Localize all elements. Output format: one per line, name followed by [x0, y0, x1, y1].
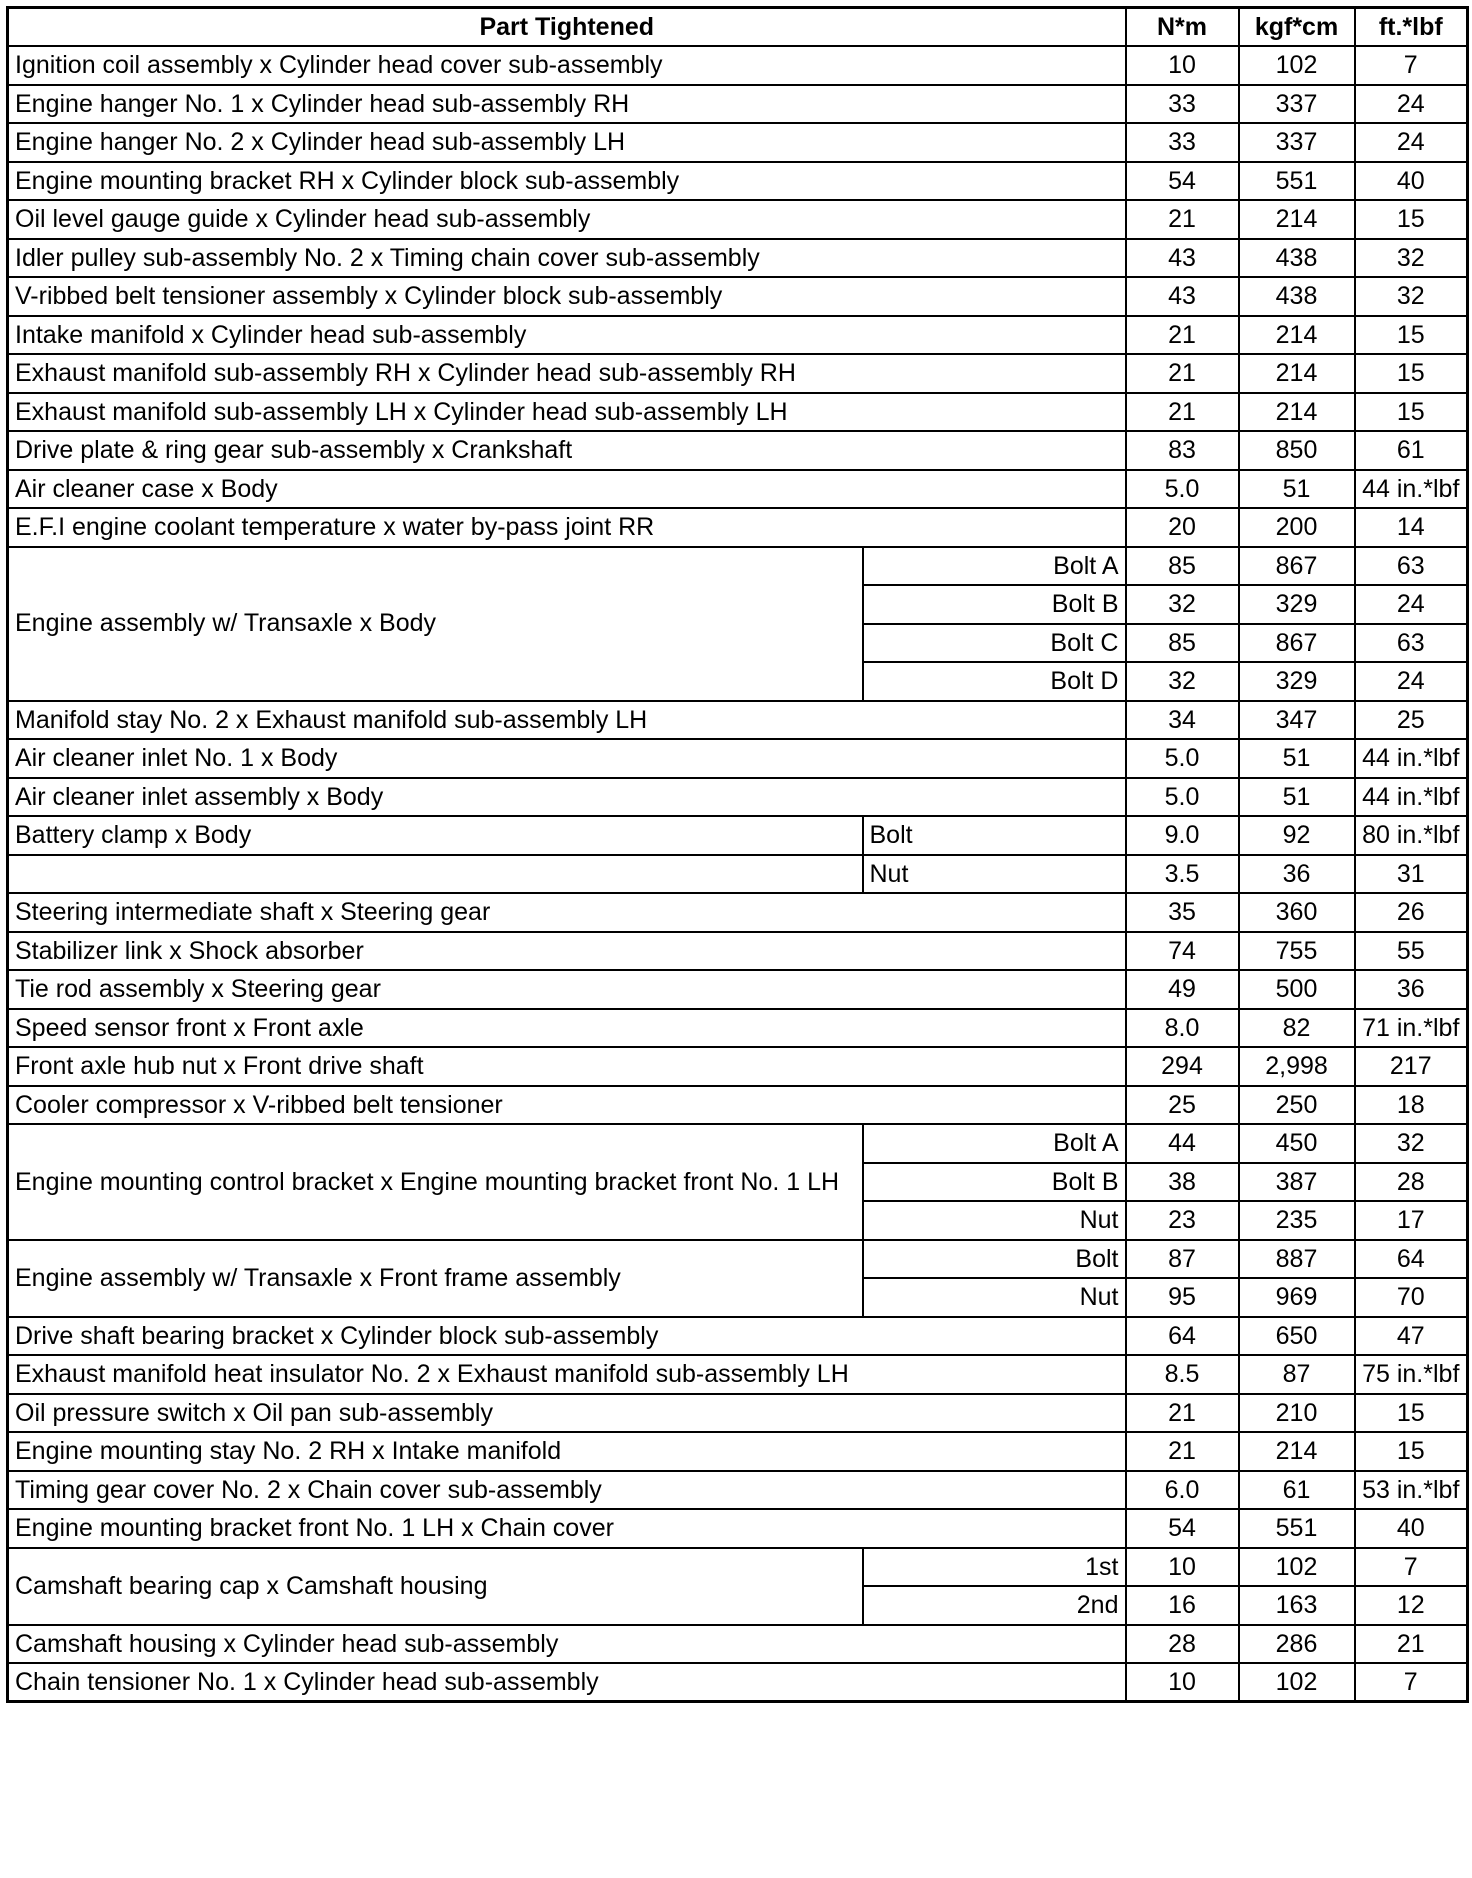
- part-tightened-cell: Oil pressure switch x Oil pan sub-assembly: [8, 1394, 1126, 1433]
- header-part-tightened: Part Tightened: [8, 8, 1126, 47]
- torque-ftlbf-cell: 75 in.*lbf: [1355, 1355, 1468, 1394]
- table-row: [8, 393, 1468, 432]
- header-row: [8, 8, 1468, 47]
- part-tightened-cell: Manifold stay No. 2 x Exhaust manifold sub-assembly LH: [8, 701, 1126, 740]
- part-tightened-cell: Camshaft housing x Cylinder head sub-assembly: [8, 1625, 1126, 1664]
- torque-kgfcm-cell: 500: [1239, 970, 1355, 1009]
- torque-kgfcm-cell: 210: [1239, 1394, 1355, 1433]
- torque-nm-cell: 74: [1126, 932, 1239, 971]
- torque-kgfcm-cell: 329: [1239, 662, 1355, 701]
- torque-ftlbf-cell: 15: [1355, 393, 1468, 432]
- torque-kgfcm-cell: 214: [1239, 393, 1355, 432]
- part-tightened-cell: Engine mounting bracket front No. 1 LH x Chain cover: [8, 1509, 1126, 1548]
- torque-ftlbf-cell: 26: [1355, 893, 1468, 932]
- torque-nm-cell: 54: [1126, 1509, 1239, 1548]
- header-ftlbf: ft.*lbf: [1355, 8, 1468, 47]
- table-row: [8, 85, 1468, 124]
- part-tightened-cell: Timing gear cover No. 2 x Chain cover sub-assembly: [8, 1471, 1126, 1510]
- torque-kgfcm-cell: 214: [1239, 200, 1355, 239]
- torque-kgfcm-cell: 337: [1239, 123, 1355, 162]
- torque-nm-cell: 5.0: [1126, 778, 1239, 817]
- table-row: [8, 1009, 1468, 1048]
- part-tightened-cell: [8, 855, 863, 894]
- table-row: [8, 431, 1468, 470]
- part-tightened-cell: Cooler compressor x V-ribbed belt tensioner: [8, 1086, 1126, 1125]
- fastener-label-cell: Bolt D: [863, 662, 1126, 701]
- fastener-label-cell: 2nd: [863, 1586, 1126, 1625]
- torque-ftlbf-cell: 25: [1355, 701, 1468, 740]
- table-row: [8, 1124, 1468, 1163]
- torque-nm-cell: 83: [1126, 431, 1239, 470]
- table-row: [8, 547, 1468, 586]
- torque-ftlbf-cell: 14: [1355, 508, 1468, 547]
- fastener-label-cell: Bolt C: [863, 624, 1126, 663]
- torque-kgfcm-cell: 102: [1239, 46, 1355, 85]
- torque-nm-cell: 95: [1126, 1278, 1239, 1317]
- part-tightened-cell: Drive plate & ring gear sub-assembly x Crankshaft: [8, 431, 1126, 470]
- torque-nm-cell: 10: [1126, 1548, 1239, 1587]
- torque-nm-cell: 294: [1126, 1047, 1239, 1086]
- torque-ftlbf-cell: 217: [1355, 1047, 1468, 1086]
- torque-nm-cell: 16: [1126, 1586, 1239, 1625]
- torque-kgfcm-cell: 551: [1239, 162, 1355, 201]
- table-row: [8, 1355, 1468, 1394]
- torque-kgfcm-cell: 360: [1239, 893, 1355, 932]
- torque-nm-cell: 8.5: [1126, 1355, 1239, 1394]
- torque-kgfcm-cell: 102: [1239, 1548, 1355, 1587]
- torque-kgfcm-cell: 286: [1239, 1625, 1355, 1664]
- header-nm: N*m: [1126, 8, 1239, 47]
- fastener-label-cell: Nut: [863, 1278, 1126, 1317]
- part-tightened-cell: Front axle hub nut x Front drive shaft: [8, 1047, 1126, 1086]
- part-tightened-cell: Air cleaner inlet No. 1 x Body: [8, 739, 1126, 778]
- torque-ftlbf-cell: 18: [1355, 1086, 1468, 1125]
- table-row: [8, 1625, 1468, 1664]
- table-row: [8, 1548, 1468, 1587]
- table-row: [8, 1509, 1468, 1548]
- torque-kgfcm-cell: 92: [1239, 816, 1355, 855]
- table-row: [8, 855, 1468, 894]
- fastener-label-cell: Bolt B: [863, 585, 1126, 624]
- torque-ftlbf-cell: 31: [1355, 855, 1468, 894]
- torque-kgfcm-cell: 347: [1239, 701, 1355, 740]
- torque-nm-cell: 43: [1126, 277, 1239, 316]
- torque-ftlbf-cell: 17: [1355, 1201, 1468, 1240]
- header-kgfcm: kgf*cm: [1239, 8, 1355, 47]
- part-tightened-cell: Exhaust manifold sub-assembly LH x Cylinder head sub-assembly LH: [8, 393, 1126, 432]
- part-tightened-cell: Steering intermediate shaft x Steering gear: [8, 893, 1126, 932]
- part-tightened-cell: Stabilizer link x Shock absorber: [8, 932, 1126, 971]
- torque-ftlbf-cell: 61: [1355, 431, 1468, 470]
- torque-ftlbf-cell: 7: [1355, 46, 1468, 85]
- part-tightened-cell: Chain tensioner No. 1 x Cylinder head sub-assembly: [8, 1663, 1126, 1702]
- torque-nm-cell: 21: [1126, 1432, 1239, 1471]
- torque-nm-cell: 21: [1126, 316, 1239, 355]
- part-tightened-cell: Engine hanger No. 1 x Cylinder head sub-assembly RH: [8, 85, 1126, 124]
- part-tightened-cell: E.F.I engine coolant temperature x water by-pass joint RR: [8, 508, 1126, 547]
- torque-kgfcm-cell: 867: [1239, 547, 1355, 586]
- torque-ftlbf-cell: 47: [1355, 1317, 1468, 1356]
- table-row: [8, 354, 1468, 393]
- torque-nm-cell: 23: [1126, 1201, 1239, 1240]
- torque-nm-cell: 33: [1126, 85, 1239, 124]
- fastener-label-cell: Bolt B: [863, 1163, 1126, 1202]
- table-row: [8, 893, 1468, 932]
- torque-ftlbf-cell: 44 in.*lbf: [1355, 778, 1468, 817]
- torque-kgfcm-cell: 337: [1239, 85, 1355, 124]
- torque-nm-cell: 5.0: [1126, 739, 1239, 778]
- fastener-label-cell: Nut: [863, 855, 1126, 894]
- torque-nm-cell: 20: [1126, 508, 1239, 547]
- torque-nm-cell: 21: [1126, 393, 1239, 432]
- part-tightened-cell: Battery clamp x Body: [8, 816, 863, 855]
- torque-kgfcm-cell: 650: [1239, 1317, 1355, 1356]
- torque-ftlbf-cell: 71 in.*lbf: [1355, 1009, 1468, 1048]
- torque-ftlbf-cell: 28: [1355, 1163, 1468, 1202]
- part-tightened-cell: Ignition coil assembly x Cylinder head cover sub-assembly: [8, 46, 1126, 85]
- table-row: [8, 970, 1468, 1009]
- part-tightened-cell: V-ribbed belt tensioner assembly x Cylinder block sub-assembly: [8, 277, 1126, 316]
- table-row: [8, 1047, 1468, 1086]
- torque-ftlbf-cell: 15: [1355, 316, 1468, 355]
- torque-kgfcm-cell: 438: [1239, 277, 1355, 316]
- torque-nm-cell: 44: [1126, 1124, 1239, 1163]
- table-row: [8, 1663, 1468, 1702]
- torque-nm-cell: 28: [1126, 1625, 1239, 1664]
- torque-ftlbf-cell: 44 in.*lbf: [1355, 470, 1468, 509]
- table-row: [8, 508, 1468, 547]
- torque-nm-cell: 32: [1126, 662, 1239, 701]
- fastener-label-cell: 1st: [863, 1548, 1126, 1587]
- table-row: [8, 816, 1468, 855]
- torque-ftlbf-cell: 63: [1355, 547, 1468, 586]
- torque-nm-cell: 21: [1126, 200, 1239, 239]
- part-tightened-cell: Tie rod assembly x Steering gear: [8, 970, 1126, 1009]
- torque-ftlbf-cell: 40: [1355, 1509, 1468, 1548]
- torque-kgfcm-cell: 214: [1239, 1432, 1355, 1471]
- torque-nm-cell: 54: [1126, 162, 1239, 201]
- torque-ftlbf-cell: 21: [1355, 1625, 1468, 1664]
- part-tightened-cell: Engine assembly w/ Transaxle x Front frame assembly: [8, 1240, 863, 1317]
- torque-ftlbf-cell: 32: [1355, 1124, 1468, 1163]
- table-row: [8, 200, 1468, 239]
- part-tightened-cell: Drive shaft bearing bracket x Cylinder block sub-assembly: [8, 1317, 1126, 1356]
- torque-kgfcm-cell: 387: [1239, 1163, 1355, 1202]
- torque-ftlbf-cell: 32: [1355, 239, 1468, 278]
- table-row: [8, 1432, 1468, 1471]
- table-row: [8, 46, 1468, 85]
- torque-kgfcm-cell: 867: [1239, 624, 1355, 663]
- torque-nm-cell: 38: [1126, 1163, 1239, 1202]
- torque-ftlbf-cell: 24: [1355, 85, 1468, 124]
- torque-nm-cell: 34: [1126, 701, 1239, 740]
- torque-nm-cell: 35: [1126, 893, 1239, 932]
- part-tightened-cell: Air cleaner inlet assembly x Body: [8, 778, 1126, 817]
- part-tightened-cell: Intake manifold x Cylinder head sub-assembly: [8, 316, 1126, 355]
- torque-ftlbf-cell: 7: [1355, 1548, 1468, 1587]
- torque-kgfcm-cell: 755: [1239, 932, 1355, 971]
- torque-kgfcm-cell: 61: [1239, 1471, 1355, 1510]
- torque-nm-cell: 21: [1126, 354, 1239, 393]
- part-tightened-cell: Idler pulley sub-assembly No. 2 x Timing chain cover sub-assembly: [8, 239, 1126, 278]
- table-row: [8, 701, 1468, 740]
- torque-kgfcm-cell: 214: [1239, 316, 1355, 355]
- table-row: [8, 1086, 1468, 1125]
- part-tightened-cell: Engine mounting stay No. 2 RH x Intake manifold: [8, 1432, 1126, 1471]
- part-tightened-cell: Engine mounting control bracket x Engine mounting bracket front No. 1 LH: [8, 1124, 863, 1240]
- part-tightened-cell: Exhaust manifold heat insulator No. 2 x Exhaust manifold sub-assembly LH: [8, 1355, 1126, 1394]
- torque-kgfcm-cell: 214: [1239, 354, 1355, 393]
- torque-kgfcm-cell: 87: [1239, 1355, 1355, 1394]
- part-tightened-cell: Exhaust manifold sub-assembly RH x Cylinder head sub-assembly RH: [8, 354, 1126, 393]
- part-tightened-cell: Engine assembly w/ Transaxle x Body: [8, 547, 863, 701]
- torque-kgfcm-cell: 51: [1239, 739, 1355, 778]
- torque-kgfcm-cell: 450: [1239, 1124, 1355, 1163]
- torque-nm-cell: 43: [1126, 239, 1239, 278]
- torque-kgfcm-cell: 82: [1239, 1009, 1355, 1048]
- torque-nm-cell: 10: [1126, 1663, 1239, 1702]
- torque-kgfcm-cell: 438: [1239, 239, 1355, 278]
- torque-ftlbf-cell: 80 in.*lbf: [1355, 816, 1468, 855]
- torque-kgfcm-cell: 329: [1239, 585, 1355, 624]
- part-tightened-cell: Speed sensor front x Front axle: [8, 1009, 1126, 1048]
- table-body: [8, 46, 1468, 1702]
- torque-kgfcm-cell: 36: [1239, 855, 1355, 894]
- table-row: [8, 932, 1468, 971]
- table-row: [8, 123, 1468, 162]
- torque-kgfcm-cell: 235: [1239, 1201, 1355, 1240]
- torque-nm-cell: 5.0: [1126, 470, 1239, 509]
- torque-nm-cell: 85: [1126, 547, 1239, 586]
- torque-ftlbf-cell: 44 in.*lbf: [1355, 739, 1468, 778]
- torque-ftlbf-cell: 12: [1355, 1586, 1468, 1625]
- torque-nm-cell: 8.0: [1126, 1009, 1239, 1048]
- torque-ftlbf-cell: 32: [1355, 277, 1468, 316]
- torque-nm-cell: 3.5: [1126, 855, 1239, 894]
- part-tightened-cell: Engine hanger No. 2 x Cylinder head sub-assembly LH: [8, 123, 1126, 162]
- table-row: [8, 739, 1468, 778]
- torque-ftlbf-cell: 40: [1355, 162, 1468, 201]
- torque-nm-cell: 33: [1126, 123, 1239, 162]
- part-tightened-cell: Oil level gauge guide x Cylinder head sub-assembly: [8, 200, 1126, 239]
- torque-nm-cell: 25: [1126, 1086, 1239, 1125]
- table-row: [8, 239, 1468, 278]
- torque-ftlbf-cell: 70: [1355, 1278, 1468, 1317]
- torque-ftlbf-cell: 7: [1355, 1663, 1468, 1702]
- torque-ftlbf-cell: 24: [1355, 123, 1468, 162]
- torque-ftlbf-cell: 15: [1355, 1394, 1468, 1433]
- torque-kgfcm-cell: 51: [1239, 778, 1355, 817]
- part-tightened-cell: Air cleaner case x Body: [8, 470, 1126, 509]
- torque-ftlbf-cell: 15: [1355, 200, 1468, 239]
- torque-ftlbf-cell: 24: [1355, 585, 1468, 624]
- torque-ftlbf-cell: 15: [1355, 354, 1468, 393]
- fastener-label-cell: Bolt: [863, 1240, 1126, 1279]
- table-row: [8, 778, 1468, 817]
- torque-kgfcm-cell: 102: [1239, 1663, 1355, 1702]
- torque-nm-cell: 85: [1126, 624, 1239, 663]
- torque-nm-cell: 9.0: [1126, 816, 1239, 855]
- torque-ftlbf-cell: 63: [1355, 624, 1468, 663]
- torque-specification-table: [6, 6, 1469, 1703]
- table-row: [8, 1394, 1468, 1433]
- table-row: [8, 316, 1468, 355]
- torque-kgfcm-cell: 969: [1239, 1278, 1355, 1317]
- torque-kgfcm-cell: 887: [1239, 1240, 1355, 1279]
- table-row: [8, 1317, 1468, 1356]
- table-row: [8, 162, 1468, 201]
- torque-kgfcm-cell: 51: [1239, 470, 1355, 509]
- table-row: [8, 1240, 1468, 1279]
- fastener-label-cell: Bolt A: [863, 1124, 1126, 1163]
- torque-kgfcm-cell: 200: [1239, 508, 1355, 547]
- torque-kgfcm-cell: 163: [1239, 1586, 1355, 1625]
- torque-ftlbf-cell: 36: [1355, 970, 1468, 1009]
- torque-kgfcm-cell: 850: [1239, 431, 1355, 470]
- torque-nm-cell: 10: [1126, 46, 1239, 85]
- torque-kgfcm-cell: 551: [1239, 1509, 1355, 1548]
- torque-kgfcm-cell: 250: [1239, 1086, 1355, 1125]
- torque-ftlbf-cell: 24: [1355, 662, 1468, 701]
- torque-nm-cell: 32: [1126, 585, 1239, 624]
- part-tightened-cell: Engine mounting bracket RH x Cylinder block sub-assembly: [8, 162, 1126, 201]
- fastener-label-cell: Bolt: [863, 816, 1126, 855]
- torque-ftlbf-cell: 64: [1355, 1240, 1468, 1279]
- torque-nm-cell: 64: [1126, 1317, 1239, 1356]
- torque-nm-cell: 21: [1126, 1394, 1239, 1433]
- fastener-label-cell: Nut: [863, 1201, 1126, 1240]
- torque-nm-cell: 87: [1126, 1240, 1239, 1279]
- fastener-label-cell: Bolt A: [863, 547, 1126, 586]
- torque-ftlbf-cell: 53 in.*lbf: [1355, 1471, 1468, 1510]
- table-row: [8, 277, 1468, 316]
- part-tightened-cell: Camshaft bearing cap x Camshaft housing: [8, 1548, 863, 1625]
- table-row: [8, 1471, 1468, 1510]
- table-row: [8, 470, 1468, 509]
- torque-ftlbf-cell: 15: [1355, 1432, 1468, 1471]
- torque-ftlbf-cell: 55: [1355, 932, 1468, 971]
- torque-nm-cell: 6.0: [1126, 1471, 1239, 1510]
- torque-nm-cell: 49: [1126, 970, 1239, 1009]
- torque-kgfcm-cell: 2,998: [1239, 1047, 1355, 1086]
